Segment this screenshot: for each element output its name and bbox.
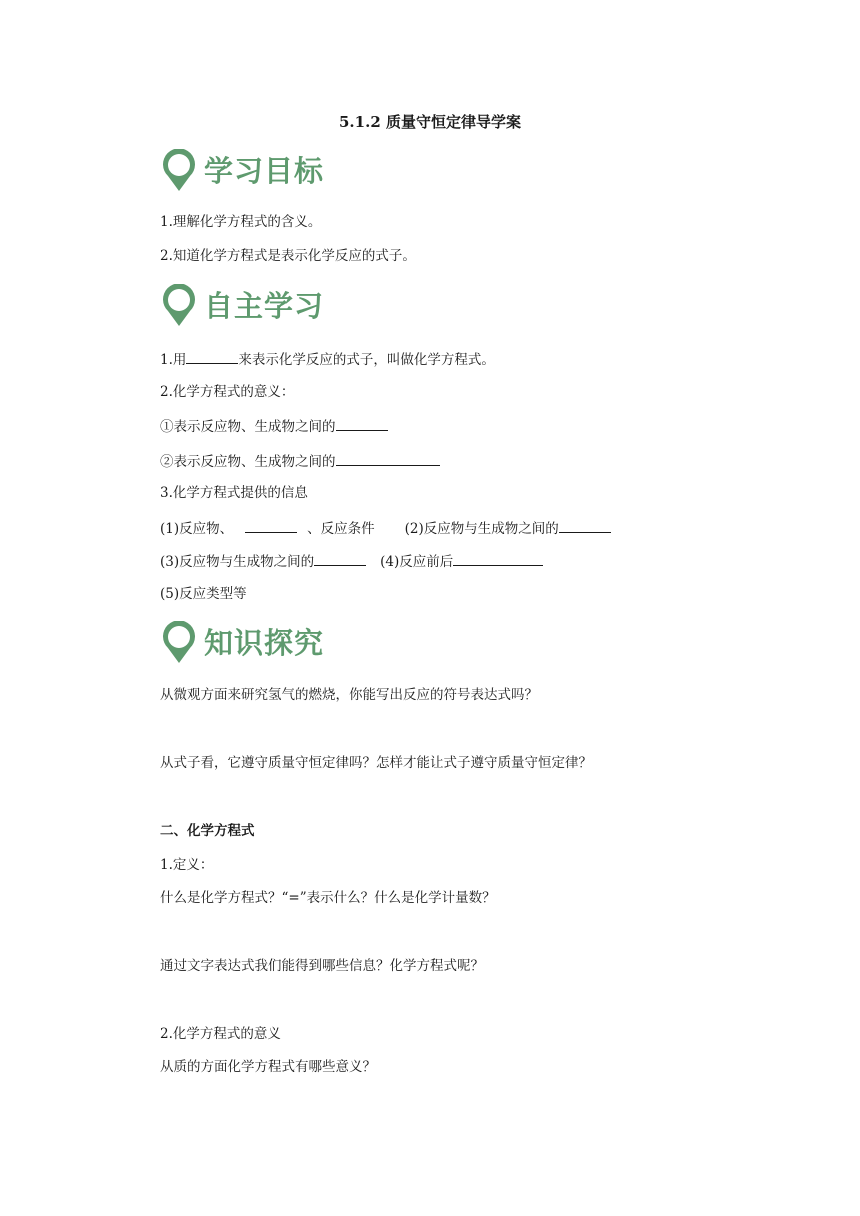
explore-question-2: 从式子看，它遵守质量守恒定律吗？怎样才能让式子遵守质量守恒定律？: [160, 755, 592, 771]
text-fragment: ②表示反应物、生成物之间的: [160, 454, 336, 470]
text-fragment: (4)反应前后: [380, 554, 454, 570]
document-title: 5.1.2 质量守恒定律导学案: [339, 113, 521, 131]
location-pin-icon: [160, 621, 198, 665]
text-fragment: 来表示化学反应的式子，叫做化学方程式。: [238, 352, 495, 368]
text-fragment: 1.用: [160, 352, 187, 368]
self-study-line-3: [160, 415, 388, 437]
fill-blank[interactable]: [314, 550, 366, 566]
location-pin-icon: [160, 284, 198, 328]
self-study-line-5: 3.化学方程式提供的信息: [160, 485, 308, 501]
section-header-goals: [160, 146, 324, 196]
fill-blank[interactable]: [245, 517, 297, 533]
section-title-explore: 知识探究: [204, 626, 325, 660]
fill-blank[interactable]: [559, 517, 611, 533]
location-pin-icon: [160, 149, 198, 193]
section-title-goals: 学习目标: [204, 154, 325, 188]
fill-blank[interactable]: [453, 550, 543, 566]
text-fragment: (3)反应物与生成物之间的: [160, 554, 315, 570]
text-fragment: (2)反应物与生成物之间的: [404, 521, 559, 537]
fill-blank[interactable]: [186, 348, 238, 364]
self-study-line-6: [160, 517, 611, 539]
self-study-line-8: (5)反应类型等: [160, 586, 247, 602]
section-title-self-study: 自主学习: [204, 289, 325, 323]
explore-question-3: 什么是化学方程式？“=”表示什么？什么是化学计量数？: [160, 890, 496, 906]
meaning-label: 2.化学方程式的意义: [160, 1026, 281, 1042]
self-study-line-2: 2.化学方程式的意义：: [160, 384, 295, 400]
self-study-line-7: [160, 550, 543, 572]
explore-question-1: 从微观方面来研究氢气的燃烧，你能写出反应的符号表达式吗？: [160, 687, 538, 703]
explore-question-5: 从质的方面化学方程式有哪些意义？: [160, 1059, 376, 1075]
text-fragment: 、反应条件: [307, 521, 375, 537]
definition-label: 1.定义：: [160, 857, 214, 873]
explore-question-4: 通过文字表达式我们能得到哪些信息？化学方程式呢？: [160, 958, 484, 974]
fill-blank[interactable]: [336, 450, 440, 466]
text-fragment: ①表示反应物、生成物之间的: [160, 419, 336, 435]
goal-item-2: 2.知道化学方程式是表示化学反应的式子。: [160, 248, 416, 264]
fill-blank[interactable]: [336, 415, 388, 431]
section-header-self-study: [160, 281, 324, 331]
self-study-line-1: [160, 348, 495, 370]
self-study-line-4: [160, 450, 440, 472]
subsection-heading: 二、化学方程式: [160, 823, 255, 839]
section-header-explore: [160, 618, 324, 668]
goal-item-1: 1.理解化学方程式的含义。: [160, 214, 322, 230]
text-fragment: (1)反应物、: [160, 521, 234, 537]
